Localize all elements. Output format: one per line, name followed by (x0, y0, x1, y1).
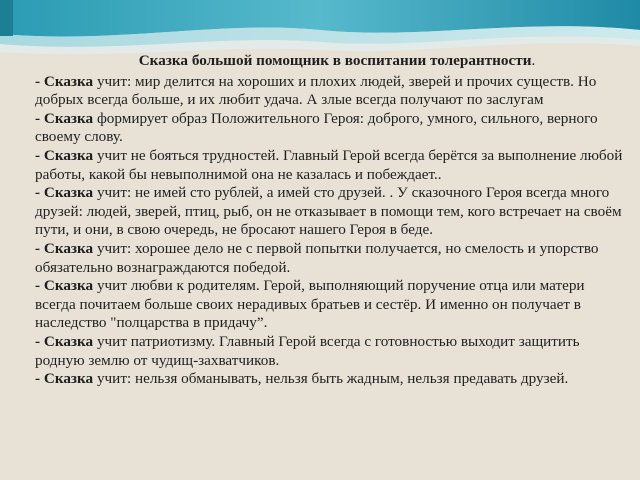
paragraph-3: - Сказка учит не бояться трудностей. Главный Герой всегда берётся за выполнение любой работы, какой бы невыполнимой она не казалась и побеждает.. (35, 146, 623, 183)
paragraph-8: - Сказка учит: нельзя обманывать, нельзя быть жадным, нельзя предавать друзей. (35, 370, 569, 388)
left-accent-strip (0, 0, 13, 36)
paragraph-4: - Сказка учит: не имей сто рублей, а имей сто друзей. . У сказочного Героя всегда много друзей: людей, зверей, птиц, рыб, он не отказывает в помощи тем, кого встречает на своём пути, и они, в свою очередь, не бросают нашего Героя в беде. (35, 184, 622, 239)
paragraph-2: - Сказка формирует образ Положительного Героя: доброго, умного, сильного, верного своему слову. (35, 109, 598, 146)
paragraph-6: - Сказка учит любви к родителям. Герой, выполняющий поручение отца или матери всегда почитаем больше своих нерадивых братьев и сестёр. И именно он получает в наследство "полцарства в придачу”. (35, 277, 585, 332)
document-title: Сказка большой помощник в воспитании толерантности. (138, 52, 536, 69)
paragraph-1: - Сказка учит: мир делится на хороших и плохих людей, зверей и прочих существ. Но добрых всегда больше, и их любит удача. А злые всегда получают по заслугам (35, 72, 597, 109)
document-body (35, 52, 625, 389)
paragraph-7: - Сказка учит патриотизму. Главный Герой всегда с готовностью выходит защитить родную землю от чудищ-захватчиков. (35, 332, 580, 369)
paragraph-5: - Сказка учит: хорошее дело не с первой попытки получается, но смелость и упорство обязательно вознаграждаются победой. (35, 239, 599, 276)
